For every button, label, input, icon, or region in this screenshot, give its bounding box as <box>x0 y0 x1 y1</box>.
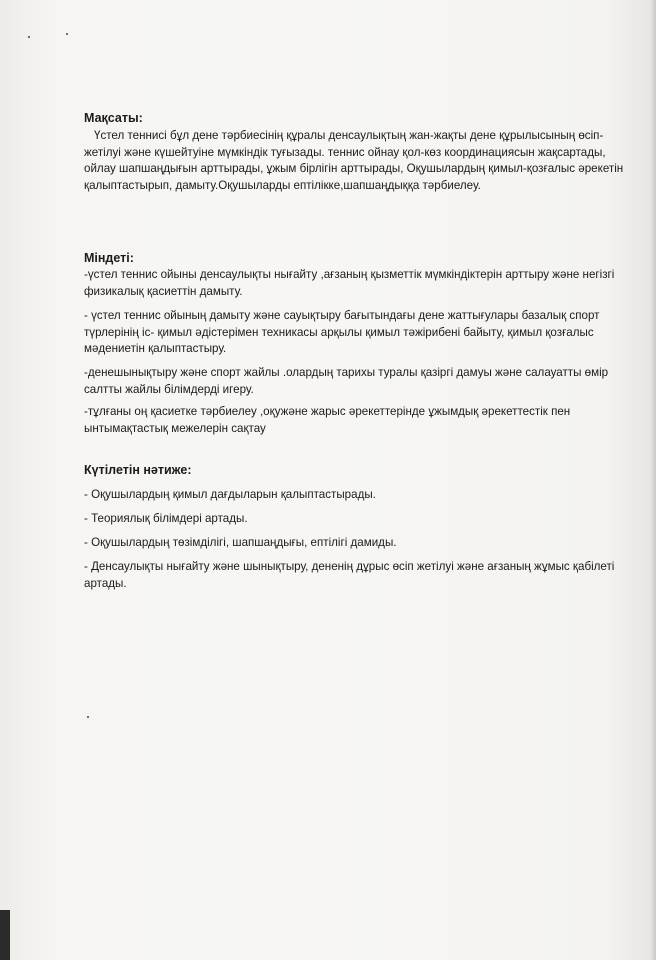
result-item: - Теориялық білімдері артады. <box>84 512 248 525</box>
scan-speck <box>28 36 30 38</box>
result-item: - Денсаулықты нығайту және шынықтыру, дененің дұрыс өсіп жетілуі және ағзаның жұмыс қабілеті артады. <box>84 560 615 590</box>
task-item: - үстел теннис ойының дамыту және сауықтыру бағытындағы дене жаттығулары базалық спорт түрлерінің іс- қимыл әдістерімен техникасы арқылы қимыл тәжірибені байыту, қимыл қозғалыс мәдениетін қалыптастыру. <box>84 309 600 355</box>
task-item: -тұлғаны оң қасиетке тәрбиелеу ,оқужәне жарыс әрекеттерінде ұжымдық әрекеттестік пен ынтымақтастық межелерін сақтау <box>84 405 571 435</box>
tasks-heading: Міндеті: <box>84 251 134 265</box>
expected-results-heading: Күтілетін нәтиже: <box>84 463 192 477</box>
scan-corner <box>0 910 10 960</box>
task-item: -үстел теннис ойыны денсаулықты нығайту ,ағзаның қызметтік мүмкіндіктерін арттыру және негізгі физикалық қасиеттін дамыту. <box>84 268 615 298</box>
result-item: - Оқушылардың төзімділігі, шапшаңдығы, ептілігі дамиды. <box>84 536 397 549</box>
scan-speck <box>66 33 68 35</box>
goal-paragraph: Үстел теннисі бұл дене тәрбиесінің құралы денсаулықтың жан-жақты дене құрылысының өсіп-жетілуі және күшейтуіне мүмкіндік туғызады. теннис ойнау қол-көз координациясын жақсартады, ойлау шапшаңдығын арттырады, ұжым бірлігін арттырады, Оқушылардың қимыл-қозғалыс әрекетін қалыптастырып, дамыту.Оқушыларды ептілікке,шапшаңдыққа тәрбиелеу. <box>84 129 624 192</box>
goal-heading: Мақсаты: <box>84 111 143 125</box>
scan-speck <box>87 716 89 718</box>
page-edge-shadow <box>650 0 656 960</box>
result-item: - Оқушылардың қимыл дағдыларын қалыптастырады. <box>84 488 376 501</box>
task-item: -денешынықтыру және спорт жайлы .олардың тарихы туралы қазіргі дамуы және салауатты өмір салтты жайлы білімдерді игеру. <box>84 366 609 396</box>
